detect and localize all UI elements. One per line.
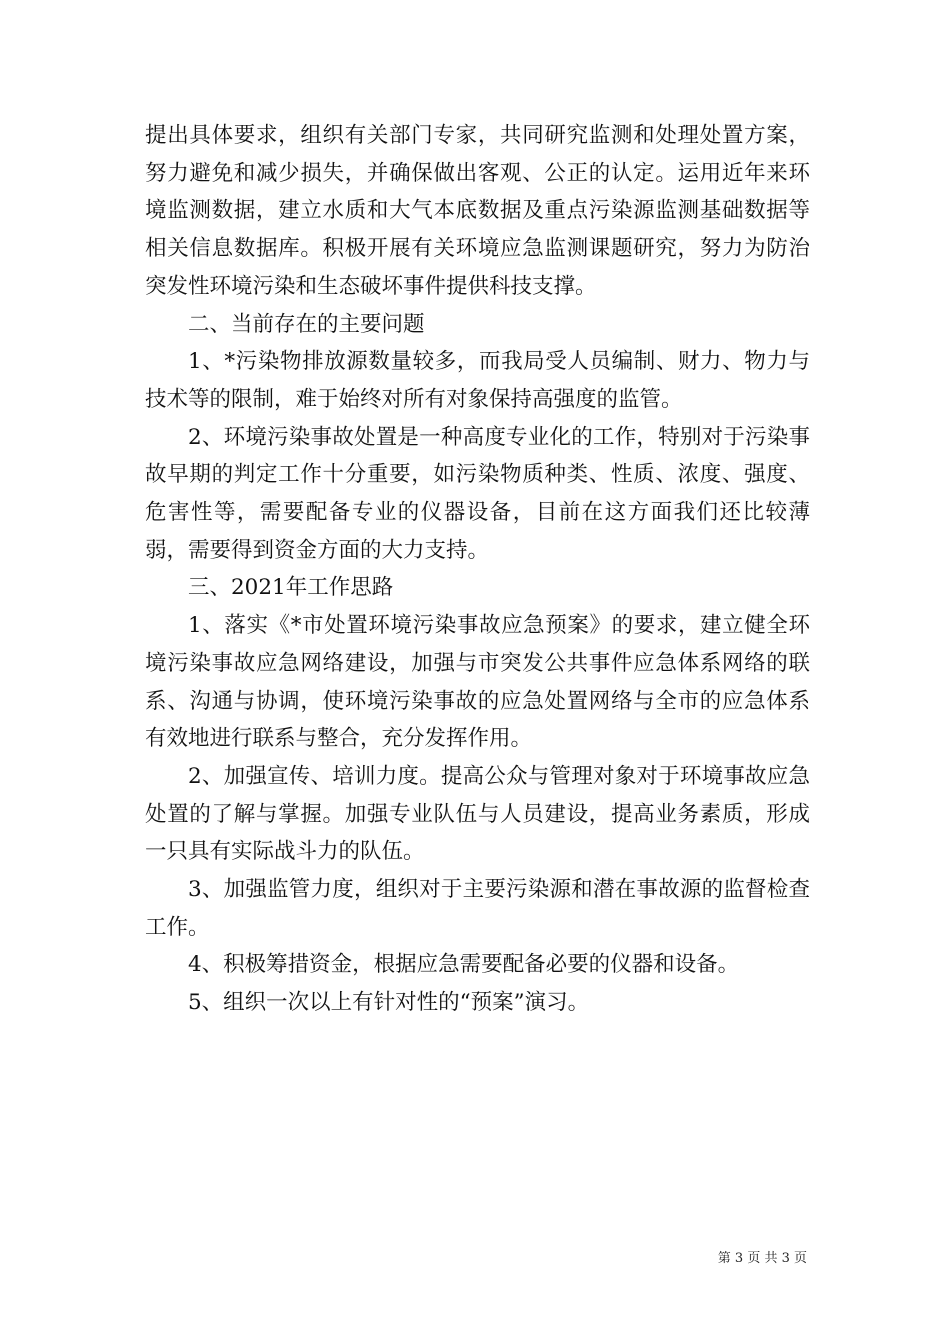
paragraph-plan-5: 5、组织一次以上有针对性的“预案”演习。	[188, 990, 590, 1016]
paragraph-plan-2: 2、加强宣传、培训力度。提高公众与管理对象对于环境事故应急处置的了解与掌握。加强专业队伍与人员建设，提高业务素质，形成一只具有实际战斗力的队伍。	[145, 763, 810, 865]
page-number-footer: 第 3 页 共 3 页	[717, 1251, 807, 1266]
paragraph-problem-2: 2、环境污染事故处置是一种高度专业化的工作，特别对于污染事故早期的判定工作十分重要，如污染物质种类、性质、浓度、强度、危害性等，需要配备专业的仪器设备，目前在这方面我们还比较薄弱，需要得到资金方面的大力支持。	[145, 424, 810, 563]
document-body	[145, 117, 810, 1022]
section-heading-problems: 二、当前存在的主要问题	[188, 311, 425, 337]
paragraph-plan-4: 4、积极筹措资金，根据应急需要配备必要的仪器和设备。	[188, 952, 740, 978]
paragraph-1: 提出具体要求，组织有关部门专家，共同研究监测和处理处置方案，努力避免和减少损失，并确保做出客观、公正的认定。运用近年来环境监测数据，建立水质和大气本底数据及重点污染源监测基础数据等相关信息数据库。积极开展有关环境应急监测课题研究，努力为防治突发性环境污染和生态破坏事件提供科技支撑。	[145, 123, 810, 299]
paragraph-plan-3: 3、加强监管力度，组织对于主要污染源和潜在事故源的监督检查工作。	[145, 877, 810, 940]
paragraph-plan-1: 1、落实《*市处置环境污染事故应急预案》的要求，建立健全环境污染事故应急网络建设，加强与市突发公共事件应急体系网络的联系、沟通与协调，使环境污染事故的应急处置网络与全市的应急体系有效地进行联系与整合，充分发挥作用。	[145, 613, 810, 752]
paragraph-problem-1: 1、*污染物排放源数量较多，而我局受人员编制、财力、物力与技术等的限制，难于始终对所有对象保持高强度的监管。	[145, 349, 810, 412]
section-heading-plan: 三、2021年工作思路	[188, 575, 394, 601]
